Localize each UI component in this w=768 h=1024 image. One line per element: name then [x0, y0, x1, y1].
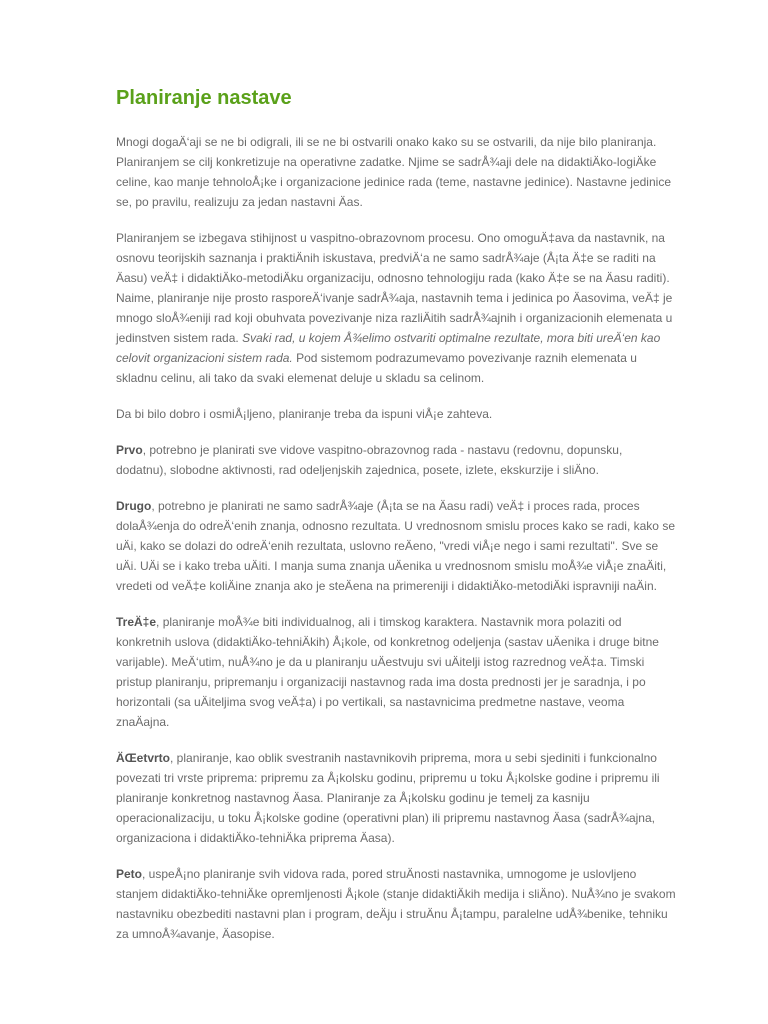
- paragraph-text: Planiranjem se izbegava stihijnost u vaspitno-obrazovnom procesu. Ono omoguÄ‡ava da nastavnik, na osnovu teorijskih saznanja i praktiÄnih iskustava, predviÄ‘a ne samo sadrÅ¾aje (Å¡ta Ä‡e se raditi na Äasu) veÄ‡ i didaktiÄko-metodiÄku organizaciju, odnosno tehnologiju rada (kako Ä‡e se na Äasu raditi). Naime, planiranje nije prosto rasporeÄ‘ivanje sadrÅ¾aja, nastavnih tema i jedinica po Äasovima, veÄ‡ je mnogo sloÅ¾eniji rad koji obuhvata povezivanje niza razliÄitih sadrÅ¾ajnih i organizacionih elemenata u jedinstven sistem rada.: [116, 231, 673, 345]
- paragraph-fourth: [116, 748, 676, 848]
- page-title: Planiranje nastave: [116, 87, 292, 109]
- paragraph-italic: Svaki rad, u kojem Å¾elimo ostvariti optimalne rezultate, mora biti ureÄ‘en kao celovit organizacioni sistem rada.: [116, 331, 661, 365]
- paragraph-requirements: [116, 404, 676, 424]
- paragraph-text: Mnogi dogaÄ‘aji se ne bi odigrali, ili se ne bi ostvarili onako kako su se ostvarili, da nije bilo planiranja. Planiranjem se cilj konkretizuje na operativne zadatke. Njime se sadrÅ¾aji dele na didaktiÄko-logiÄke celine, kao manje tehnoloÅ¡ke i organizacione jedinice rada (teme, nastavne jedinice). Nastavne jedinice se, po pravilu, realizuju za jedan nastavni Äas.: [116, 135, 671, 209]
- paragraph-text: , potrebno je planirati sve vidove vaspitno-obrazovnog rada - nastavu (redovnu, dopunsku, dodatnu), slobodne aktivnosti, rad odeljenjskih zajednica, posete, izlete, ekskurzije i sliÄno.: [116, 443, 623, 477]
- paragraph-first: [116, 440, 676, 480]
- paragraph-lead: TreÄ‡e: [116, 615, 157, 629]
- paragraph-lead: Drugo: [116, 499, 152, 513]
- paragraph-fifth: [116, 864, 676, 944]
- paragraph-text: , planiranje moÅ¾e biti individualnog, ali i timskog karaktera. Nastavnik mora polaziti od konkretnih uslova (didaktiÄko-tehniÄkih) Å¡kole, od konkretnog odeljenja (sastav uÄenika i druge bitne varijable). MeÄ‘utim, nuÅ¾no je da u planiranju uÄestvuju svi uÄitelji istog razrednog veÄ‡a. Timski pristup planiranju, pripremanju i organizaciji nastavnog rada ima dosta prednosti jer je saradnja, i po horizontali (sa uÄiteljima svog veÄ‡a) i po vertikali, sa nastavnicima predmetne nastave, veoma znaÄajna.: [116, 615, 659, 729]
- paragraph-lead: ÄŒetvrto: [116, 751, 171, 765]
- paragraph-text: , potrebno je planirati ne samo sadrÅ¾aje (Å¡ta se na Äasu radi) veÄ‡ i proces rada, proces dolaÅ¾enja do odreÄ‘enih znanja, odnosno rezultata. U vrednosnom smislu proces kako se radi, kako se uÄi, kako se dolazi do odreÄ‘enih rezultata, uslovno reÄeno, "vredi viÅ¡e nego i sami rezultati". Sve se uÄi. UÄi se i kako treba uÄiti. I manja suma znanja uÄenika u vrednosnom smislu moÅ¾e viÅ¡e znaÄiti, vredeti od veÄ‡e koliÄine znanja ako je steÄena na primereniji i didaktiÄko-metodiÄki ispravniji naÄin.: [116, 499, 675, 593]
- paragraph-third: [116, 612, 676, 732]
- paragraph-text: , planiranje, kao oblik svestranih nastavnikovih priprema, mora u sebi sjediniti i funkcionalno povezati tri vrste priprema: pripremu za Å¡kolsku godinu, pripremu u toku Å¡kolske godine i pripremu ili planiranje konkretnog nastavnog Äasa. Planiranje za Å¡kolsku godinu je temelj za kasniju operacionalizaciju, u toku Å¡kolske godine (operativni plan) ili pripremu nastavnog Äasa (sadrÅ¾ajna, organizaciona i didaktiÄko-tehniÄka priprema Äasa).: [116, 751, 660, 845]
- paragraph-lead: Peto: [116, 867, 143, 881]
- paragraph-lead: Prvo: [116, 443, 143, 457]
- paragraph-planning-system: [116, 228, 676, 388]
- paragraph-text: Da bi bilo dobro i osmiÅ¡ljeno, planiranje treba da ispuni viÅ¡e zahteva.: [116, 407, 493, 421]
- paragraph-intro: [116, 132, 676, 212]
- paragraph-text: Pod sistemom podrazumevamo povezivanje raznih elemenata u skladnu celinu, ali tako da svaki elemenat deluje u skladu sa celinom.: [116, 351, 637, 385]
- paragraph-second: [116, 496, 676, 596]
- paragraph-text: , uspeÅ¡no planiranje svih vidova rada, pored struÄnosti nastavnika, umnogome je uslovljeno stanjem didaktiÄko-tehniÄke opremljenosti Å¡kole (stanje didaktiÄkih medija i sliÄno). NuÅ¾no je svakom nastavniku obezbediti nastavni plan i program, deÄju i struÄnu Å¡tampu, paralelne udÅ¾benike, tehniku za umnoÅ¾avanje, Äasopise.: [116, 867, 676, 941]
- document-content: [116, 86, 676, 960]
